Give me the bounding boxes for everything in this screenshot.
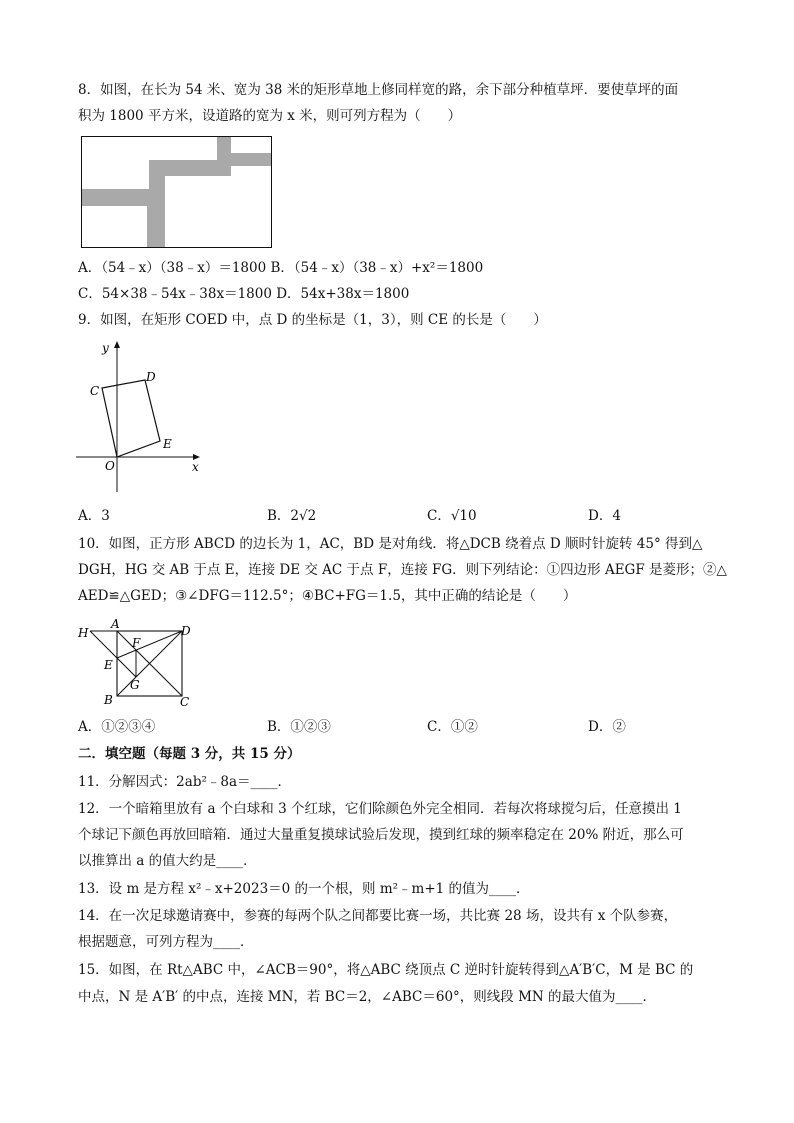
q10-option-b: B．①②③ bbox=[267, 719, 331, 735]
section2-title: 二．填空题（每题 3 分，共 15 分） bbox=[78, 746, 301, 762]
q13-line1: 13．设 m 是方程 x²﹣x+2023＝0 的一个根，则 m²﹣m+1 的值为____． bbox=[78, 881, 530, 897]
q9-option-c: C．√10 bbox=[427, 508, 477, 524]
q10-line2: DGH，HG 交 AB 于点 E，连接 DE 交 AC 于点 F，连接 FG．则下列结论：①四边形 AEGF 是菱形；②△ bbox=[78, 562, 727, 578]
q10-label-e: E bbox=[104, 658, 113, 672]
q10-label-d: D bbox=[181, 624, 191, 638]
q10-option-d: D．② bbox=[588, 719, 626, 735]
q10-label-h: H bbox=[78, 626, 89, 640]
q10-option-a: A．①②③④ bbox=[78, 719, 156, 735]
q10-label-g: G bbox=[130, 678, 140, 692]
q10-line3: AED≌△GED；③∠DFG＝112.5°；④BC+FG＝1.5，其中正确的结论是（ ） bbox=[78, 588, 577, 604]
q9-line1: 9．如图，在矩形 COED 中，点 D 的坐标是（1，3），则 CE 的长是（ ） bbox=[78, 312, 547, 328]
q12-line3: 以推算出 a 的值大约是____． bbox=[78, 853, 257, 869]
q9-coordinate-figure bbox=[76, 337, 206, 497]
q8-line2: 积为 1800 平方米，设道路的宽为 x 米，则可列方程为（ ） bbox=[78, 108, 462, 124]
q9-label-c: C bbox=[90, 384, 100, 398]
q9-option-a: A．3 bbox=[78, 508, 110, 524]
q10-option-c: C．①② bbox=[427, 719, 478, 735]
q12-line1: 12．一个暗箱里放有 a 个白球和 3 个红球，它们除颜色外完全相同．若每次将球搅匀后，任意摸出 1 bbox=[78, 801, 682, 817]
q12-line2: 个球记下颜色再放回暗箱．通过大量重复摸球试验后发现，摸到红球的频率稳定在 20% 附近，那么可 bbox=[78, 827, 684, 843]
q9-label-y: y bbox=[102, 341, 109, 355]
q10-square-figure bbox=[74, 616, 200, 708]
q10-line1: 10．如图，正方形 ABCD 的边长为 1，AC，BD 是对角线．将△DCB 绕着点 D 顺时针旋转 45° 得到△ bbox=[78, 536, 703, 552]
q9-label-x: x bbox=[192, 460, 199, 474]
q9-label-d: D bbox=[146, 370, 156, 384]
q9-option-b: B．2√2 bbox=[267, 508, 317, 524]
q15-line2: 中点，N 是 A′B′ 的中点，连接 MN，若 BC＝2，∠ABC＝60°，则线段 MN 的最大值为____． bbox=[78, 989, 657, 1005]
q10-label-a: A bbox=[111, 617, 120, 631]
q9-label-o: O bbox=[105, 459, 115, 473]
q15-line1: 15．如图，在 Rt△ABC 中，∠ACB＝90°，将△ABC 绕顶点 C 逆时针旋转得到△A′B′C，M 是 BC 的 bbox=[78, 962, 694, 978]
q8-options-cd: C．54×38﹣54x﹣38x＝1800 D．54x+38x＝1800 bbox=[78, 286, 410, 302]
q10-label-f: F bbox=[132, 636, 141, 650]
q11-line1: 11．分解因式：2ab²﹣8a＝____． bbox=[78, 774, 292, 790]
q8-road-top-right bbox=[231, 153, 272, 166]
q9-label-e: E bbox=[163, 437, 172, 451]
q9-option-d: D．4 bbox=[588, 508, 621, 524]
q14-line2: 根据题意，可列方程为____． bbox=[78, 934, 254, 950]
q8-options-ab: A．（54﹣x）（38﹣x）＝1800 B．（54﹣x）（38﹣x）+x²＝1800 bbox=[78, 260, 484, 276]
q10-label-c: C bbox=[180, 695, 190, 708]
q14-line1: 14．在一次足球邀请赛中，参赛的每两个队之间都要比赛一场，共比赛 28 场，设共有 x 个队参赛， bbox=[78, 908, 678, 924]
q10-label-b: B bbox=[104, 693, 113, 707]
q8-line1: 8．如图，在长为 54 米、宽为 38 米的矩形草地上修同样宽的路，余下部分种植草坪．要使草坪的面 bbox=[78, 82, 679, 98]
q8-lawn-figure bbox=[81, 136, 273, 249]
